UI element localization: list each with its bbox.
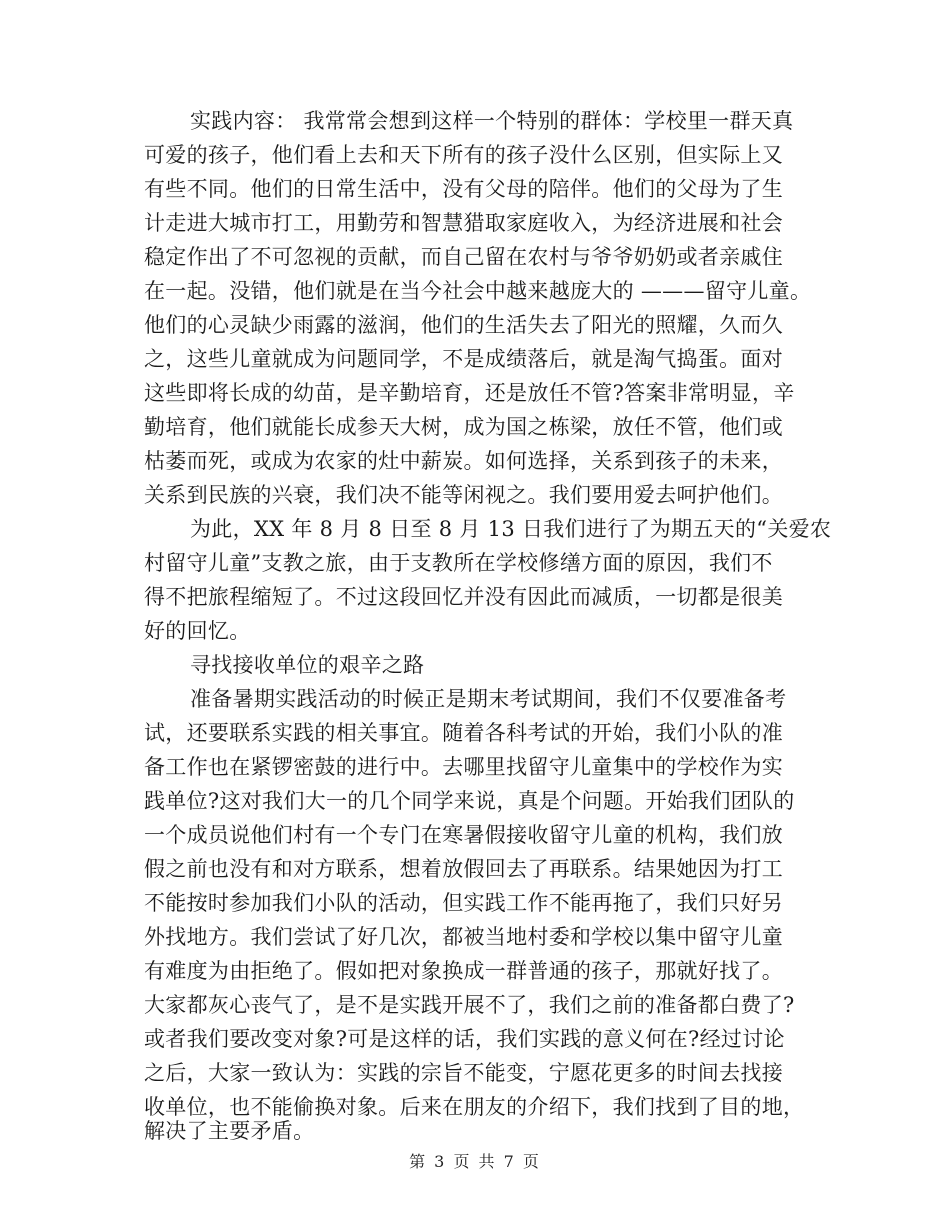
paragraph-line: 关系到民族的兴衰，我们决不能等闲视之。我们要用爱去呵护他们。: [144, 483, 783, 507]
paragraph-line: 之，这些儿童就成为问题同学，不是成绩落后，就是淘气捣蛋。面对: [144, 347, 783, 371]
paragraph-line: 收单位，也不能偷换对象。后来在朋友的介绍下，我们找到了目的地，: [144, 1095, 805, 1119]
paragraph-line: 稳定作出了不可忽视的贡献，而自己留在农村与爷爷奶奶或者亲戚住: [144, 245, 783, 269]
paragraph-line: 为此，XX 年 8 月 8 日至 8 月 13 日我们进行了为期五天的“关爱农: [190, 517, 832, 541]
paragraph-line: 大家都灰心丧气了，是不是实践开展不了，我们之前的准备都白费了?: [144, 993, 795, 1017]
section-heading: 寻找接收单位的艰辛之路: [190, 653, 425, 677]
paragraph-line: 外找地方。我们尝试了好几次，都被当地村委和学校以集中留守儿童: [144, 925, 783, 949]
paragraph-line: 试，还要联系实践的相关事宜。随着各科考试的开始，我们小队的准: [144, 721, 783, 745]
paragraph-line: 备工作也在紧锣密鼓的进行中。去哪里找留守儿童集中的学校作为实: [144, 755, 783, 779]
paragraph-line: 他们的心灵缺少雨露的滋润，他们的生活失去了阳光的照耀，久而久: [144, 313, 783, 337]
paragraph-line: 勤培育，他们就能长成参天大树，成为国之栋梁，放任不管，他们或: [144, 415, 783, 439]
paragraph-line: 村留守儿童”支教之旅，由于支教所在学校修缮方面的原因，我们不: [144, 551, 773, 575]
paragraph-line: 有难度为由拒绝了。假如把对象换成一群普通的孩子，那就好找了。: [144, 959, 783, 983]
paragraph-line: 计走进大城市打工，用勤劳和智慧猎取家庭收入，为经济进展和社会: [144, 211, 783, 235]
paragraph-line: 准备暑期实践活动的时候正是期末考试期间，我们不仅要准备考: [190, 687, 787, 711]
paragraph-line: 好的回忆。: [144, 619, 251, 643]
paragraph-line: 这些即将长成的幼苗，是辛勤培育，还是放任不管?答案非常明显，辛: [144, 381, 795, 405]
paragraph-line: 有些不同。他们的日常生活中，没有父母的陪伴。他们的父母为了生: [144, 177, 783, 201]
paragraph-line: 一个成员说他们村有一个专门在寒暑假接收留守儿童的机构，我们放: [144, 823, 783, 847]
paragraph-line: 可爱的孩子，他们看上去和天下所有的孩子没什么区别，但实际上又: [144, 143, 783, 167]
paragraph-line: 之后，大家一致认为：实践的宗旨不能变，宁愿花更多的时间去找接: [144, 1061, 783, 1085]
paragraph-line: 实践内容： 我常常会想到这样一个特别的群体：学校里一群天真: [190, 109, 794, 133]
paragraph-line: 践单位?这对我们大一的几个同学来说，真是个问题。开始我们团队的: [144, 789, 795, 813]
paragraph-line: 或者我们要改变对象?可是这样的话，我们实践的意义何在?经过讨论: [144, 1027, 785, 1051]
paragraph-line: 假之前也没有和对方联系，想着放假回去了再联系。结果她因为打工: [144, 857, 783, 881]
paragraph-line: 得不把旅程缩短了。不过这段回忆并没有因此而减质，一切都是很美: [144, 585, 783, 609]
paragraph-line: 不能按时参加我们小队的活动，但实践工作不能再拖了，我们只好另: [144, 891, 783, 915]
paragraph-line: 解决了主要矛盾。: [144, 1119, 315, 1143]
page-number-footer: 第 3 页 共 7 页: [409, 1152, 541, 1171]
paragraph-line: 枯萎而死，或成为农家的灶中薪炭。如何选择，关系到孩子的未来，: [144, 449, 783, 473]
paragraph-line: 在一起。没错，他们就是在当今社会中越来越庞大的 ———留守儿童。: [144, 279, 812, 303]
